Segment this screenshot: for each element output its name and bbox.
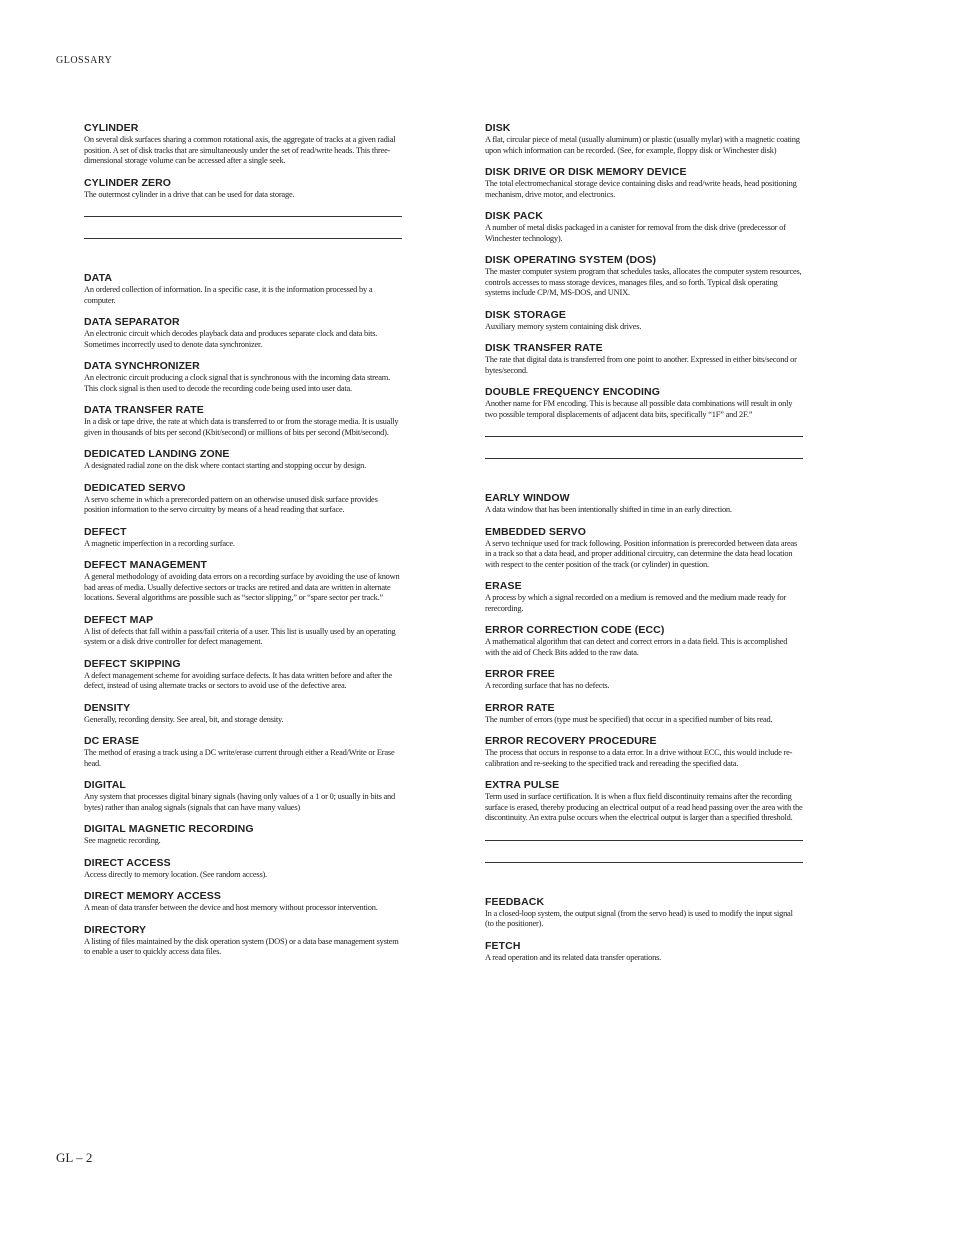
glossary-entry <box>485 668 803 692</box>
glossary-entry <box>84 779 402 813</box>
term: DISK TRANSFER RATE <box>485 342 603 354</box>
glossary-entry <box>84 702 402 726</box>
definition: Generally, recording density. See areal, bit, and storage density. <box>84 714 284 724</box>
glossary-entry <box>485 526 803 571</box>
glossary-entry <box>84 177 402 201</box>
glossary-entry <box>84 448 402 472</box>
glossary-entry <box>84 735 402 769</box>
divider <box>485 436 803 437</box>
glossary-column-right <box>485 122 803 973</box>
term: DIRECTORY <box>84 923 147 936</box>
definition: See magnetic recording. <box>84 836 161 845</box>
definition: The master computer system program that schedules tasks, allocates the computer system resources, controls accesses to mass storage devices, manages files, and so forth. Typical disk operating systems include CP/M, MS-DOS, and UNIX. <box>485 267 802 297</box>
glossary-entry <box>84 482 402 516</box>
glossary-entry <box>485 122 803 156</box>
glossary-entry <box>84 559 402 604</box>
glossary-entry <box>84 857 402 881</box>
divider <box>485 840 803 841</box>
term: DATA <box>84 272 113 284</box>
term: DISK PACK <box>485 210 543 222</box>
definition: The outermost cylinder in a drive that can be used for data storage. <box>84 189 295 199</box>
term: DENSITY <box>84 701 131 714</box>
term: FEEDBACK <box>485 895 545 908</box>
glossary-entry <box>485 896 803 930</box>
term: DISK <box>485 122 511 134</box>
term: DISK OPERATING SYSTEM (DOS) <box>485 254 657 266</box>
section-separator <box>485 834 803 896</box>
glossary-entry <box>84 272 402 306</box>
divider <box>84 238 402 239</box>
definition: The method of erasing a track using a DC write/erase current through either a Read/Write or Erase head. <box>84 748 395 768</box>
running-header: GLOSSARY <box>56 55 113 66</box>
definition: A magnetic imperfection in a recording surface. <box>84 538 235 548</box>
glossary-entry <box>84 316 402 350</box>
glossary-entry <box>84 404 402 438</box>
term: EARLY WINDOW <box>485 492 570 504</box>
term: ERROR CORRECTION CODE (ECC) <box>485 624 665 636</box>
definition: A data window that has been intentionally shifted in time in an early direction. <box>485 505 732 514</box>
glossary-entry <box>485 779 803 824</box>
section-separator <box>84 210 402 272</box>
glossary-entry <box>485 735 803 769</box>
glossary-entry <box>84 614 402 648</box>
term: DIGITAL MAGNETIC RECORDING <box>84 823 254 835</box>
glossary-entry <box>485 254 803 299</box>
divider <box>84 216 402 217</box>
term: DEDICATED LANDING ZONE <box>84 448 230 460</box>
definition: A servo technique used for track following. Position information is prerecorded between data areas in a track so that a data head, and proper additional circuitry, can determine the data head location with respect to the center position of the track (or cylinder) in question. <box>485 538 798 569</box>
definition: A flat, circular piece of metal (usually aluminum) or plastic (usually mylar) with a magnetic coating upon which information can be recorded. (See, for example, floppy disk or Winchester disk) <box>485 135 800 155</box>
section-separator <box>485 430 803 492</box>
definition: The process that occurs in response to a data error. In a drive without ECC, this would include re-calibration and re-seeking to the specified track and rereading the specified data. <box>485 748 793 768</box>
glossary-entry <box>84 890 402 914</box>
definition: An electronic circuit producing a clock signal that is synchronous with the incoming data stream. This clock signal is then used to decode the recording code being used into user data. <box>84 373 390 393</box>
definition: A listing of files maintained by the disk operation system (DOS) or a data base management system to enable a user to quickly access data files. <box>84 936 399 956</box>
glossary-entry <box>84 924 402 958</box>
term: ERROR RATE <box>485 701 555 714</box>
definition: Another name for FM encoding. This is because all possible data combinations will result in only two possible temporal displacements of adjacent data bits, specifically “1F” and 2F.” <box>485 399 793 419</box>
glossary-entry <box>84 360 402 394</box>
term: ERROR RECOVERY PROCEDURE <box>485 735 657 747</box>
glossary-entry <box>485 386 803 420</box>
glossary-entry <box>485 702 803 726</box>
definition: The rate that digital data is transferred from one point to another. Expressed in either bits/second or bytes/second. <box>485 355 797 375</box>
term: DEDICATED SERVO <box>84 481 186 494</box>
definition: A designated radial zone on the disk where contact starting and stopping occur by design. <box>84 461 366 470</box>
definition: A general methodology of avoiding data errors on a recording surface by avoiding the use of known bad areas of media. Usually defective sectors or tracks are retired and data are written in alternate locations. Several algorithms are possible such as “sector slipping,” or “spare sector per track.” <box>84 572 400 602</box>
term: DATA SEPARATOR <box>84 316 180 328</box>
glossary-entry <box>84 823 402 847</box>
term: ERROR FREE <box>485 668 555 680</box>
term: FETCH <box>485 939 521 952</box>
definition: A mean of data transfer between the device and host memory without processor intervention. <box>84 903 378 912</box>
definition: A defect management scheme for avoiding surface defects. It has data written before and after the defect, instead of using alternate tracks or sectors to avoid use of the defective area. <box>84 670 393 690</box>
definition: Access directly to memory location. (See random access). <box>84 869 267 879</box>
term: DIRECT MEMORY ACCESS <box>84 890 221 902</box>
divider <box>485 862 803 863</box>
definition: A read operation and its related data transfer operations. <box>485 952 662 962</box>
definition: A process by which a signal recorded on a medium is removed and the medium made ready for rerecording. <box>485 593 787 613</box>
term: DEFECT MAP <box>84 613 154 626</box>
term: CYLINDER <box>84 122 139 134</box>
definition: An ordered collection of information. In a specific case, it is the information processed by a computer. <box>84 285 373 305</box>
term: CYLINDER ZERO <box>84 176 172 189</box>
glossary-column-left <box>84 122 402 968</box>
glossary-entry <box>485 580 803 614</box>
term: DATA SYNCHRONIZER <box>84 360 200 372</box>
definition: Auxiliary memory system containing disk drives. <box>485 321 642 331</box>
glossary-entry <box>485 166 803 200</box>
definition: Any system that processes digital binary signals (having only values of a 1 or 0; usually in bits and bytes) rather than analog signals (signals that can have many values) <box>84 792 396 812</box>
term: DISK DRIVE OR DISK MEMORY DEVICE <box>485 166 687 178</box>
glossary-entry <box>485 940 803 964</box>
term: DIRECT ACCESS <box>84 856 171 869</box>
glossary-entry <box>485 210 803 244</box>
term: DATA TRANSFER RATE <box>84 404 204 416</box>
glossary-entry <box>485 492 803 516</box>
term: DC ERASE <box>84 735 140 747</box>
glossary-entry <box>84 526 402 550</box>
term: DEFECT SKIPPING <box>84 657 181 670</box>
term: DOUBLE FREQUENCY ENCODING <box>485 386 660 398</box>
definition: A list of defects that fall within a pass/fail criteria of a user. This list is usually used by an operating system or a disk drive controller for defect management. <box>84 626 396 646</box>
definition: A number of metal disks packaged in a canister for removal from the disk drive (predecessor of Winchester technology). <box>485 223 786 243</box>
definition: A mathematical algorithm that can detect and correct errors in a data field. This is accomplished with the aid of Check Bits added to the raw data. <box>485 637 788 657</box>
term: DEFECT MANAGEMENT <box>84 559 208 571</box>
term: EXTRA PULSE <box>485 779 560 791</box>
glossary-entry <box>485 624 803 658</box>
definition: An electronic circuit which decodes playback data and produces separate clock and data bits. Sometimes incorrectly used to denote data synchronizer. <box>84 329 378 349</box>
page-number: GL – 2 <box>56 1150 93 1165</box>
glossary-entry <box>84 658 402 692</box>
term: EMBEDDED SERVO <box>485 525 586 538</box>
definition: The total electromechanical storage device containing disks and read/write heads, head positioning mechanism, drive motor, and electronics. <box>485 179 797 199</box>
glossary-entry <box>84 122 402 167</box>
term: ERASE <box>485 580 522 592</box>
definition: Term used in surface certification. It is when a flux field discontinuity remains after the recording surface is erased, thereby producing an electrical output of a read head passing over the area with the discontinuity. An extra pulse occurs when the electrical output is larger than a specified threshold. <box>485 792 803 822</box>
definition: In a closed-loop system, the output signal (from the servo head) is used to modify the input signal (to the positioner). <box>485 908 793 928</box>
definition: A servo scheme in which a prerecorded pattern on an otherwise unused disk surface provides position information to the servo circuitry by means of a head reading that surface. <box>84 494 378 514</box>
glossary-entry <box>485 342 803 376</box>
definition: On several disk surfaces sharing a common rotational axis, the aggregate of tracks at a given radial position. A set of disk tracks that are simultaneously under the set of read/write heads. This three-dimensional storage volume can be accessed after a single seek. <box>84 135 396 165</box>
term: DEFECT <box>84 525 127 538</box>
glossary-entry <box>485 309 803 333</box>
divider <box>485 458 803 459</box>
definition: In a disk or tape drive, the rate at which data is transferred to or from the storage media. It is usually given in thousands of bits per second (Kbit/second) or millions of bits per second (Mbit/second). <box>84 417 399 437</box>
definition: A recording surface that has no defects. <box>485 681 610 690</box>
term: DISK STORAGE <box>485 308 566 321</box>
term: DIGITAL <box>84 779 126 791</box>
definition: The number of errors (type must be specified) that occur in a specified number of bits read. <box>485 714 773 724</box>
